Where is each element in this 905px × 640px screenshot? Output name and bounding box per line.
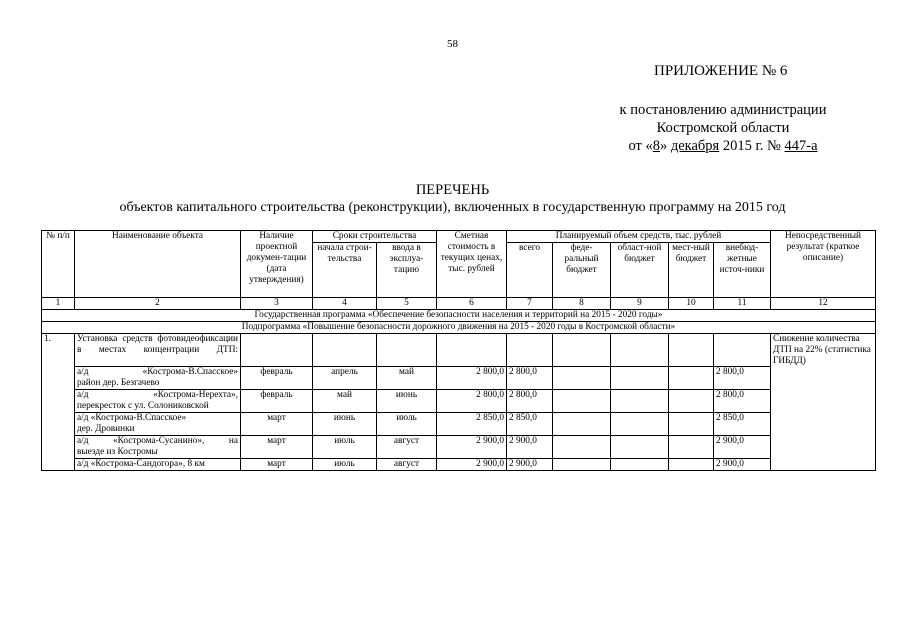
- program-row: [42, 310, 876, 322]
- subprogram-row: [42, 322, 876, 334]
- resolution-day: 8: [652, 138, 660, 154]
- local-cell: [669, 436, 714, 459]
- extra-cell: 2 900,0: [714, 436, 771, 459]
- object-name: [75, 436, 241, 459]
- table-row: [42, 413, 876, 436]
- federal-cell: [553, 436, 611, 459]
- total-cell: 2 800,0: [507, 367, 553, 390]
- commission-cell: май: [377, 367, 437, 390]
- regional-cell: [611, 390, 669, 413]
- regional-cell: [611, 367, 669, 390]
- object-name-line-1: а/д «Кострома-В.Спасское»: [77, 413, 187, 423]
- header-extra: внебюд-жетные источ-ники: [714, 243, 771, 298]
- resolution-number: 447-а: [784, 138, 818, 154]
- project-docs-cell: февраль: [241, 390, 313, 413]
- object-name-line-1: а/д «Кострома-Сусанино», на: [77, 436, 238, 446]
- year-and-number-label: 2015 г. №: [719, 138, 785, 154]
- extra-cell: 2 900,0: [714, 459, 771, 471]
- header-terms: Сроки строительства: [313, 231, 437, 243]
- commission-cell: июль: [377, 413, 437, 436]
- group-row: [42, 334, 876, 367]
- extra-cell: 2 800,0: [714, 390, 771, 413]
- commission-cell: июнь: [377, 390, 437, 413]
- header-name: Наименование объекта: [75, 231, 241, 298]
- extra-cell: 2 800,0: [714, 367, 771, 390]
- group-name: Установка средств фотовидеофиксации в местах концентрации ДТП:: [75, 334, 241, 367]
- col-number: 10: [669, 298, 714, 310]
- table-row: [42, 459, 876, 471]
- total-cell: 2 900,0: [507, 459, 553, 471]
- resolution-date-line: [573, 138, 873, 155]
- header-project-docs: Наличие проектной докумен-тации (дата утверждения): [241, 231, 313, 298]
- table-row: [42, 436, 876, 459]
- document-title: ПЕРЕЧЕНЬ: [415, 182, 490, 198]
- header-local: мест-ный бюджет: [669, 243, 714, 298]
- total-cell: 2 850,0: [507, 413, 553, 436]
- group-result: Снижение количества ДТП на 22% (статистика ГИБДД): [771, 334, 876, 471]
- object-name-line-2: выезде из Костромы: [77, 447, 158, 457]
- local-cell: [669, 413, 714, 436]
- date-prefix: от «: [628, 138, 653, 154]
- header-result: Непосредственный результат (краткое описание): [771, 231, 876, 298]
- col-number: 9: [611, 298, 669, 310]
- page-number: 58: [447, 38, 458, 50]
- col-number: 4: [313, 298, 377, 310]
- header-total: всего: [507, 243, 553, 298]
- object-name-line-2: район дер. Безгачево: [77, 378, 160, 388]
- object-name-line-1: а/д «Кострома-Сандогора», 8 км: [77, 459, 205, 469]
- col-number: 5: [377, 298, 437, 310]
- commission-cell: август: [377, 436, 437, 459]
- estimate-cell: 2 900,0: [437, 459, 507, 471]
- header-commission: ввода в эксплуа-тацию: [377, 243, 437, 298]
- col-number: 6: [437, 298, 507, 310]
- total-cell: 2 900,0: [507, 436, 553, 459]
- start-cell: июль: [313, 436, 377, 459]
- object-name-line-1: а/д «Кострома-В.Спасское»: [77, 367, 238, 377]
- federal-cell: [553, 367, 611, 390]
- federal-cell: [553, 390, 611, 413]
- header-estimate: Сметная стоимость в текущих ценах, тыс. рублей: [437, 231, 507, 298]
- col-number: 1: [42, 298, 75, 310]
- estimate-cell: 2 900,0: [437, 436, 507, 459]
- estimate-cell: 2 850,0: [437, 413, 507, 436]
- table-row: [42, 390, 876, 413]
- start-cell: апрель: [313, 367, 377, 390]
- object-name-line-1: а/д «Кострома-Нерехта»,: [77, 390, 238, 400]
- start-cell: июнь: [313, 413, 377, 436]
- appendix-title: ПРИЛОЖЕНИЕ № 6: [654, 63, 788, 79]
- local-cell: [669, 390, 714, 413]
- resolution-line-1: к постановлению администрации: [619, 102, 827, 118]
- header-start: начала строи-тельства: [313, 243, 377, 298]
- object-name: [75, 413, 241, 436]
- regional-cell: [611, 436, 669, 459]
- estimate-cell: 2 800,0: [437, 390, 507, 413]
- local-cell: [669, 367, 714, 390]
- object-name-line-2: дер. Дровинки: [77, 424, 135, 434]
- header-num: № п/п: [42, 231, 75, 298]
- header-regional: област-ной бюджет: [611, 243, 669, 298]
- header-row-1: [42, 231, 876, 243]
- col-number: 7: [507, 298, 553, 310]
- subprogram-title: Подпрограмма «Повышение безопасности дорожного движения на 2015 - 2020 годы в Костромской области»: [42, 322, 876, 334]
- local-cell: [669, 459, 714, 471]
- object-name: [75, 459, 241, 471]
- col-number: 12: [771, 298, 876, 310]
- extra-cell: 2 850,0: [714, 413, 771, 436]
- project-docs-cell: март: [241, 459, 313, 471]
- total-cell: 2 800,0: [507, 390, 553, 413]
- project-docs-cell: февраль: [241, 367, 313, 390]
- objects-table: [41, 230, 876, 471]
- estimate-cell: 2 800,0: [437, 367, 507, 390]
- start-cell: май: [313, 390, 377, 413]
- resolution-month: декабря: [670, 138, 720, 154]
- object-name: [75, 367, 241, 390]
- regional-cell: [611, 413, 669, 436]
- project-docs-cell: март: [241, 413, 313, 436]
- group-number: 1.: [42, 334, 75, 471]
- object-name-line-2: перекресток с ул. Солониковской: [77, 401, 209, 411]
- header-planned: Планируемый объем средств, тыс. рублей: [507, 231, 771, 243]
- col-number: 3: [241, 298, 313, 310]
- program-title: Государственная программа «Обеспечение безопасности населения и территорий на 2015 - 2020 годы»: [42, 310, 876, 322]
- table-row: [42, 367, 876, 390]
- header-federal: феде-ральный бюджет: [553, 243, 611, 298]
- col-number: 8: [553, 298, 611, 310]
- resolution-line-2: Костромской области: [656, 120, 790, 136]
- project-docs-cell: март: [241, 436, 313, 459]
- object-name: [75, 390, 241, 413]
- start-cell: июль: [313, 459, 377, 471]
- federal-cell: [553, 459, 611, 471]
- commission-cell: август: [377, 459, 437, 471]
- col-number: 11: [714, 298, 771, 310]
- column-numbers-row: [42, 298, 876, 310]
- date-separator: »: [659, 138, 671, 154]
- document-subtitle: объектов капитального строительства (реконструкции), включенных в государственную программу на 2015 год: [119, 200, 786, 215]
- regional-cell: [611, 459, 669, 471]
- federal-cell: [553, 413, 611, 436]
- col-number: 2: [75, 298, 241, 310]
